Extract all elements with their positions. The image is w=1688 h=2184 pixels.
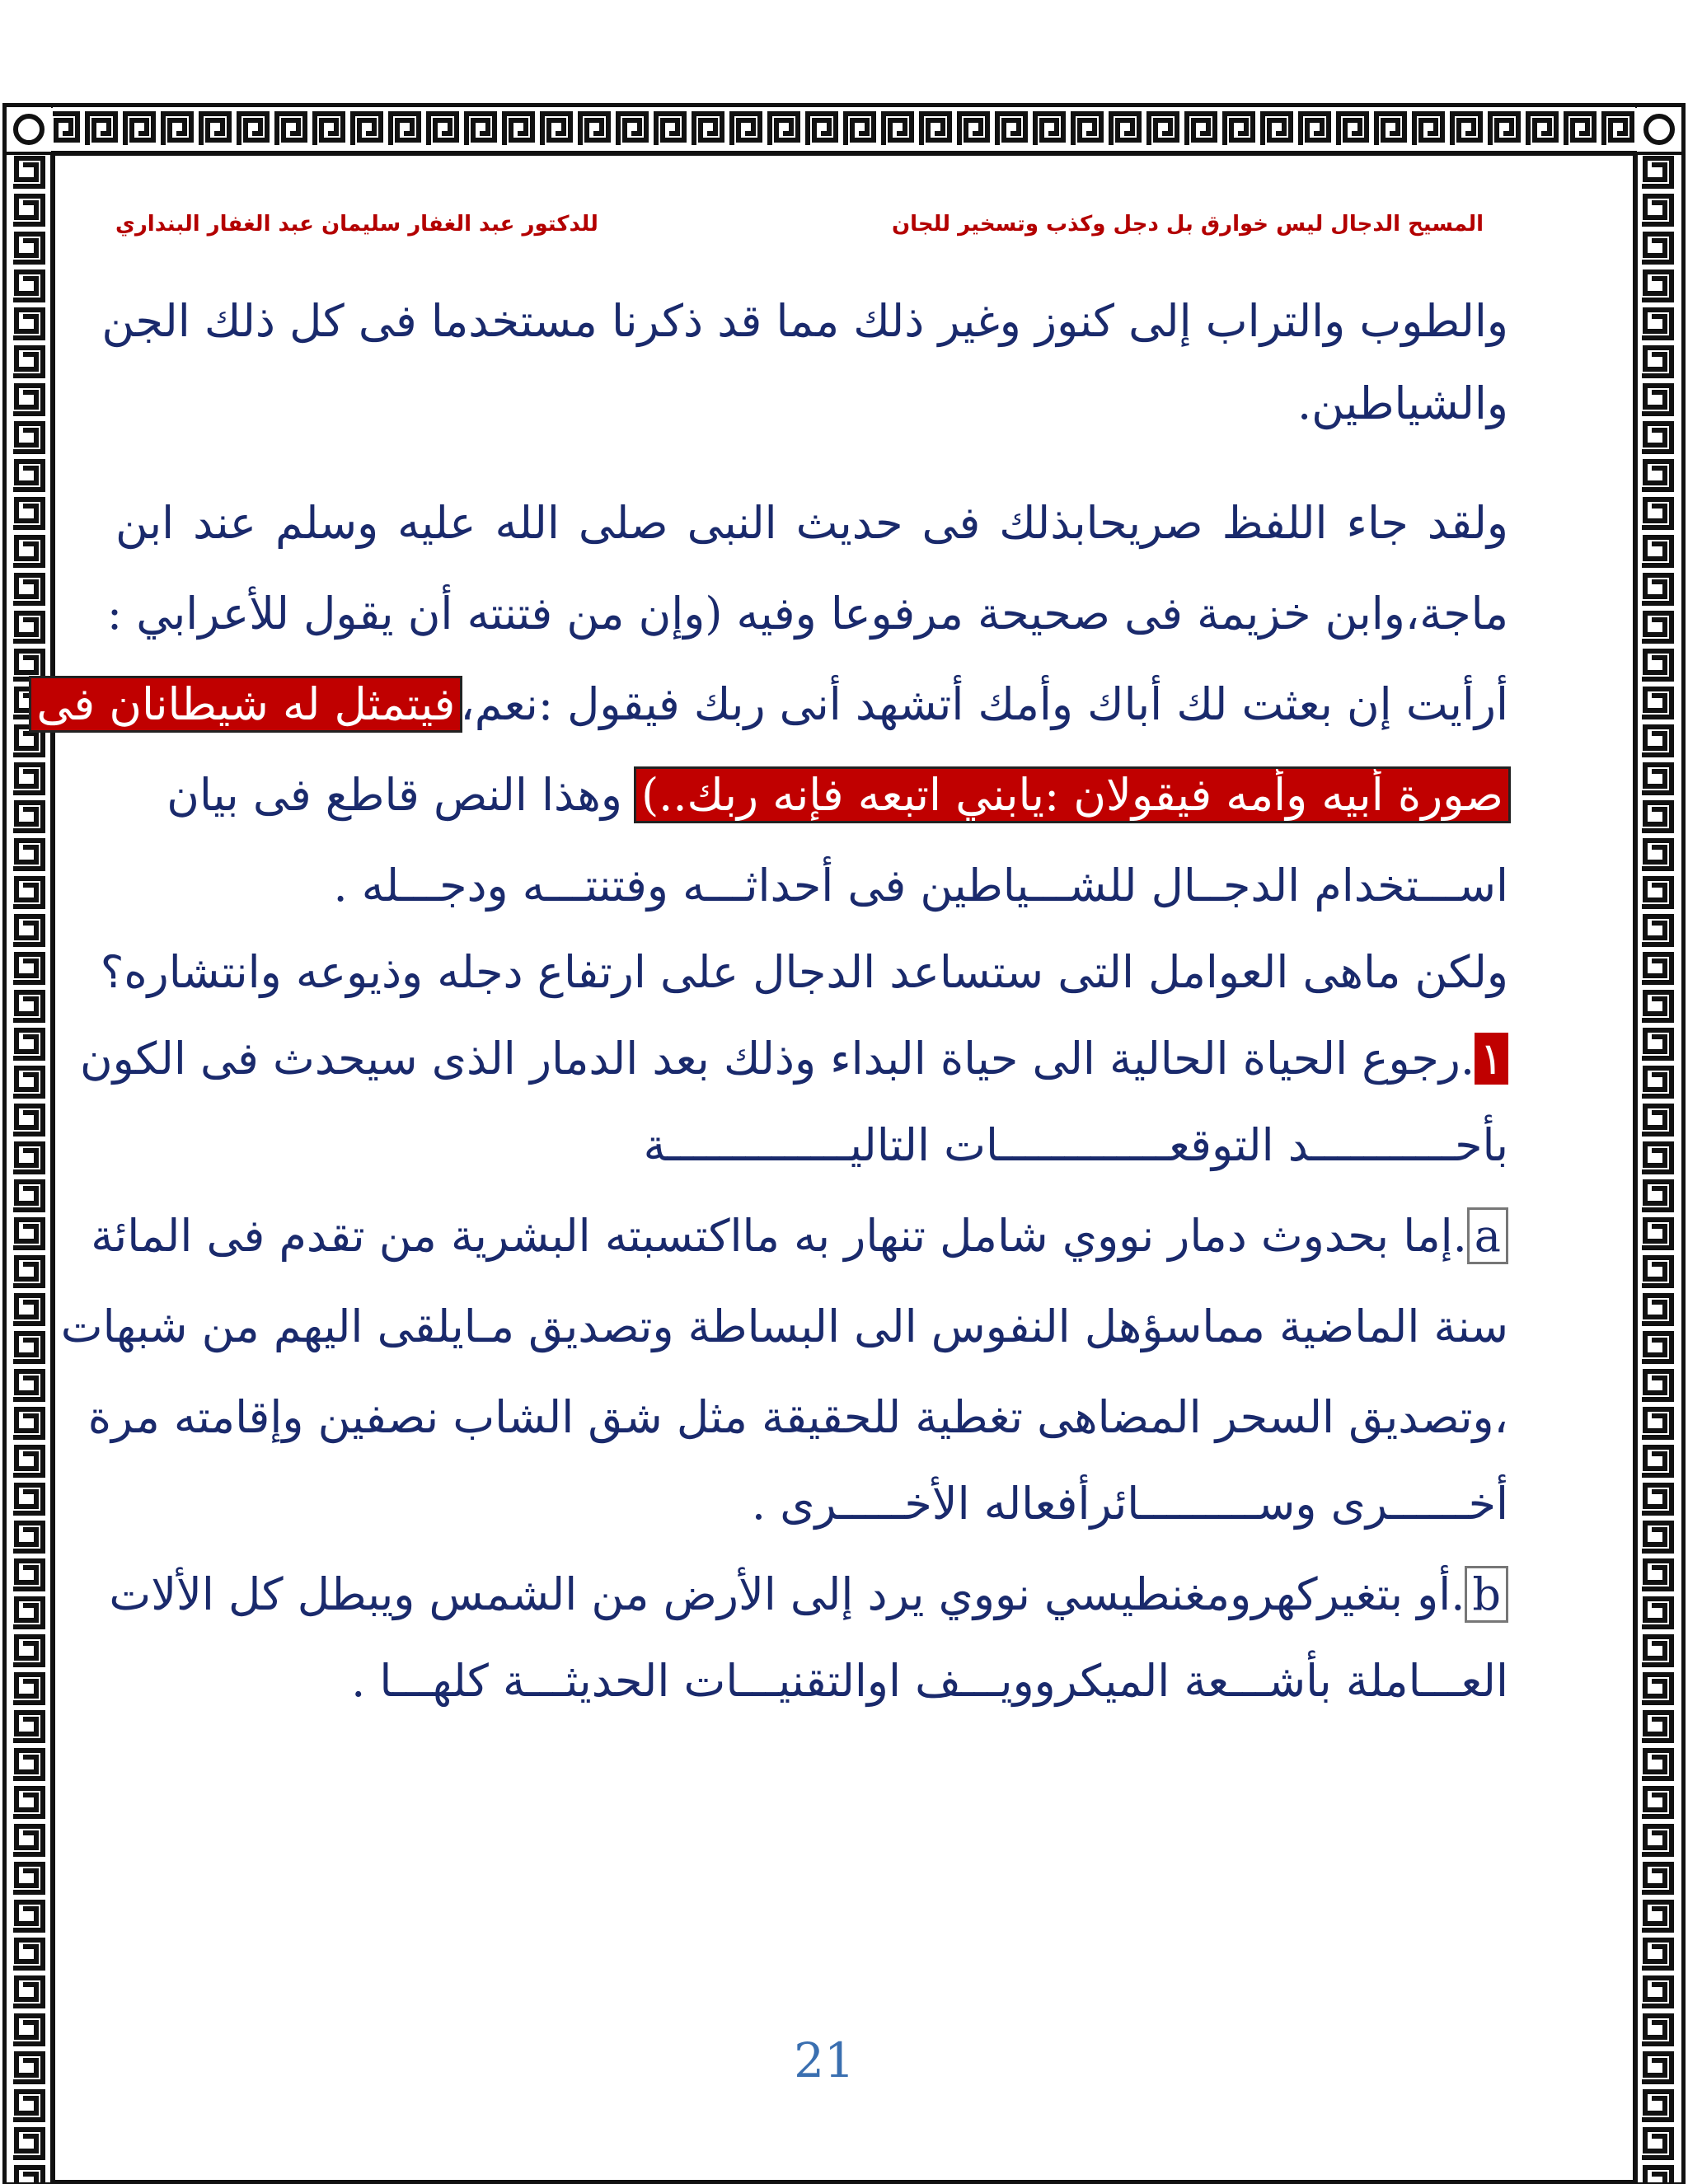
paragraph-line: اســـتخدام الدجــال للشـــياطين فى أحداثـــه وفتنتـــه ودجـــله .: [333, 860, 1508, 912]
paragraph-line: العـــاملة بأشـــعة الميكروويـــف اوالتقنيـــات الحديثـــة كلهـــا .: [351, 1655, 1508, 1707]
item-number-marker: ١: [1475, 1033, 1508, 1085]
paragraph-line: سنة الماضية مماسؤهل النفوس الى البساطة وتصديق مـايلقى اليهم من شبهات: [60, 1301, 1508, 1352]
paragraph-line: صورة أبيه وأمه فيقولان :يابني اتبعه فإنه ربك..) وهذا النص قاطع فى بيان: [115, 754, 1508, 837]
lettered-item: b.أو بتغيركهرومغنطيسي نووي يرد إلى الأرض من الشمس ويبطل كل الألات: [115, 1554, 1508, 1636]
highlighted-quote: صورة أبيه وأمه فيقولان :يابني اتبعه فإنه ربك..): [636, 769, 1508, 821]
item-letter-marker: a: [1467, 1207, 1508, 1264]
paragraph-line: أرأيت إن بعثت لك أباك وأمك أتشهد أنى ربك فيقول :نعم،فيتمثل له شيطانان فى: [115, 663, 1508, 746]
paragraph-line: بأحـــــــــــد التوقعـــــــــــــات التاليــــــــــــــة: [643, 1119, 1508, 1171]
header-author: للدكتور عبد الغفار سليمان عبد الغفار البنداري: [115, 212, 598, 237]
highlighted-quote: فيتمثل له شيطانان فى: [31, 678, 460, 730]
paragraph-line: ولكن ماهى العوامل التى ستساعد الدجال على ارتفاع دجله وذيوعه وانتشاره؟: [100, 946, 1508, 998]
paragraph-line: ماجة،وابن خزيمة فى صحيحة مرفوعا وفيه (وإن من فتنته أن يقول للأعرابي :: [106, 588, 1508, 640]
item-letter-marker: b: [1465, 1566, 1508, 1623]
lettered-item: a.إما بحدوث دمار نووي شامل تنهار به مااكتسبته البشرية من تقدم فى المائة: [115, 1195, 1508, 1277]
paragraph-line: والطوب والتراب إلى كنوز وغير ذلك مما قد ذكرنا مستخدما فى كل ذلك الجن: [101, 295, 1508, 347]
page-number: 21: [794, 2032, 855, 2088]
header-book-title: المسيح الدجال ليس خوارق بل دجل وكذب وتسخير للجان: [891, 212, 1484, 237]
numbered-item: ١.رجوع الحياة الحالية الى حياة البداء وذلك بعد الدمار الذى سيحدث فى الكون: [115, 1018, 1508, 1100]
paragraph-line: ،وتصديق السحر المضاهى تغطية للحقيقة مثل شق الشاب نصفين وإقامته مرة: [87, 1391, 1508, 1443]
paragraph-line: أخــــــرى وســـــــــائرأفعاله الأخـــــرى .: [751, 1478, 1508, 1530]
paragraph-line: والشياطين.: [1297, 377, 1508, 429]
paragraph-line: ولقد جاء اللفظ صريحابذلك فى حديث النبى صلى الله عليه وسلم عند ابن: [115, 497, 1508, 549]
